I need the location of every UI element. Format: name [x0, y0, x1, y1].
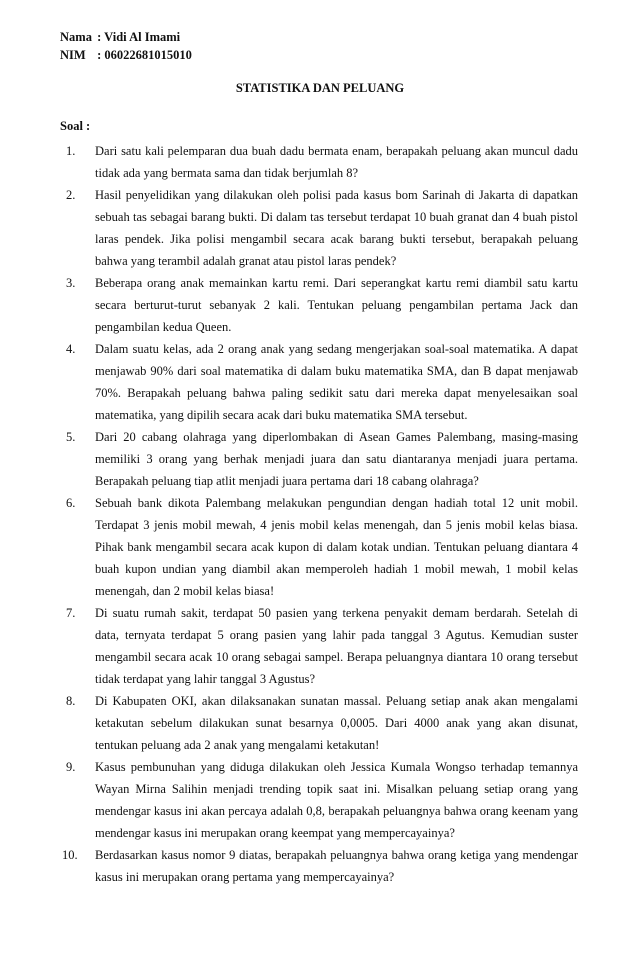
question-text: Sebuah bank dikota Palembang melakukan pengundian dengan hadiah total 12 unit mobil. Terdapat 3 jenis mobil mewah, 4 jenis mobil kelas menengah, dan 5 jenis mobil kelas biasa. Pihak bank mengambil secara acak kupon di dalam kotak undian. Tentukan peluang diantara 4 buah kupon undian yang diambil akan memperoleh hadiah 1 mobil mewah, 1 mobil kelas menengah, dan 2 mobil kelas biasa! — [95, 496, 578, 598]
questions-heading: Soal : — [60, 119, 91, 133]
question-number: 3. — [66, 276, 76, 290]
student-name-line — [60, 29, 180, 45]
question-item — [60, 426, 578, 492]
question-text: Dari 20 cabang olahraga yang diperlombakan di Asean Games Palembang, masing-masing memiliki 3 orang yang berhak menjadi juara dan satu diantaranya menjadi juara pertama. Berapakah peluang tiap atlit menjadi juara pertama dari 18 cabang olahraga? — [95, 430, 578, 488]
question-text: Di suatu rumah sakit, terdapat 50 pasien yang terkena penyakit demam berdarah. Setelah di data, ternyata terdapat 5 orang pasien yang lahir pada tanggal 3 Agutus. Kemudian suster mengambil secara acak 10 orang sebagai sampel. Berapa peluangnya diantara 10 orang tersebut tidak terdapat yang lahir tanggal 3 Agustus? — [95, 606, 578, 686]
question-text: Beberapa orang anak memainkan kartu remi. Dari seperangkat kartu remi diambil satu kartu secara berturut-turut sebanyak 2 kali. Tentukan peluang pengambilan pertama Jack dan pengambilan kedua Queen. — [95, 276, 578, 334]
question-text: Hasil penyelidikan yang dilakukan oleh polisi pada kasus bom Sarinah di Jakarta di dapatkan sebuah tas sebagai barang bukti. Di dalam tas tersebut terdapat 10 buah granat dan 4 buah pistol laras pendek. Jika polisi mengambil secara acak barang bukti tersebut, berapakah peluang bahwa yang terambil adalah granat atau pistol laras pendek? — [95, 188, 578, 268]
question-item — [60, 844, 578, 888]
question-item — [60, 140, 578, 184]
question-number: 10. — [62, 848, 78, 862]
name-label: Nama — [60, 30, 92, 44]
question-number: 4. — [66, 342, 76, 356]
question-item — [60, 690, 578, 756]
nim-label: NIM — [60, 48, 86, 62]
nim-value: : 06022681015010 — [97, 48, 192, 62]
question-text: Kasus pembunuhan yang diduga dilakukan oleh Jessica Kumala Wongso terhadap temannya Wayan Mirna Salihin menjadi trending topik saat ini. Misalkan peluang setiap orang yang mendengar kasus ini akan percaya adalah 0,8, berapakah peluangnya bahwa orang keenam yang mendengar kasus ini merupakan orang keempat yang mempercayainya? — [95, 760, 578, 840]
question-text: Di Kabupaten OKI, akan dilaksanakan sunatan massal. Peluang setiap anak akan mengalami ketakutan sebelum dilakukan sunat besarnya 0,0005. Dari 4000 anak yang akan disunat, tentukan peluang ada 2 anak yang mengalami ketakutan! — [95, 694, 578, 752]
document-title: STATISTIKA DAN PELUANG — [235, 81, 405, 95]
question-item — [60, 338, 578, 426]
question-number: 1. — [66, 144, 76, 158]
question-text: Dari satu kali pelemparan dua buah dadu bermata enam, berapakah peluang akan muncul dadu tidak ada yang bermata sama dan tidak berjumlah 8? — [95, 144, 578, 180]
question-number: 9. — [66, 760, 76, 774]
name-value: : Vidi Al Imami — [97, 30, 181, 44]
question-text: Dalam suatu kelas, ada 2 orang anak yang sedang mengerjakan soal-soal matematika. A dapat menjawab 90% dari soal matematika di dalam buku matematika SMA, dan B dapat menjawab 70%. Berapakah peluang bahwa paling sedikit satu dari mereka dapat menyelesaikan soal matematika, yang dipilih secara acak dari buku matematika SMA tersebut. — [95, 342, 578, 422]
question-item — [60, 184, 578, 272]
question-number: 8. — [66, 694, 76, 708]
question-item — [60, 272, 578, 338]
question-number: 7. — [66, 606, 76, 620]
question-number: 5. — [66, 430, 76, 444]
question-list — [60, 140, 578, 888]
question-item — [60, 492, 578, 602]
question-number: 6. — [66, 496, 76, 510]
student-id-line — [60, 47, 192, 63]
question-text: Berdasarkan kasus nomor 9 diatas, berapakah peluangnya bahwa orang ketiga yang mendengar kasus ini merupakan orang pertama yang mempercayainya? — [95, 848, 578, 884]
question-item — [60, 756, 578, 844]
question-number: 2. — [66, 188, 76, 202]
question-item — [60, 602, 578, 690]
